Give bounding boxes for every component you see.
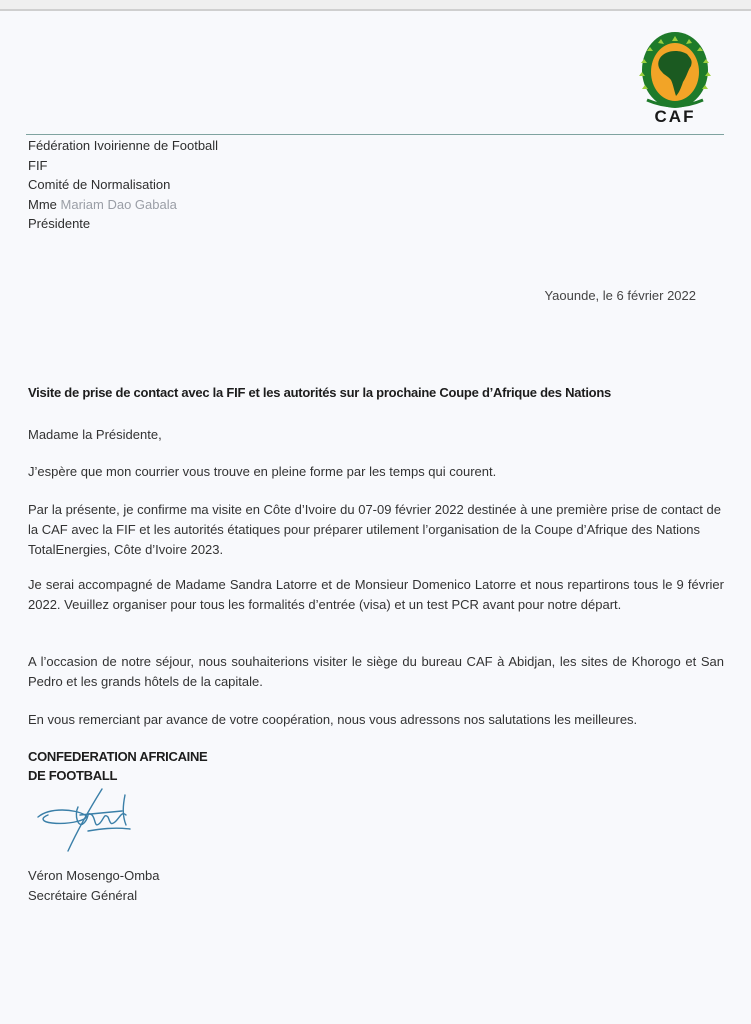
- paragraph-1: J’espère que mon courrier vous trouve en pleine forme par les temps qui courent.: [28, 464, 497, 479]
- sender-org-line-1: CONFEDERATION AFRICAINE: [28, 749, 208, 764]
- caf-logo-text: CAF: [654, 107, 696, 126]
- signer-name: Véron Mosengo-Omba: [28, 868, 160, 883]
- letter-subject: Visite de prise de contact avec la FIF et les autorités sur la prochaine Coupe d’Afrique des Nations: [28, 385, 612, 400]
- sender-organization: [28, 747, 207, 785]
- recipient-title-prefix: Mme: [28, 196, 57, 212]
- caf-emblem-icon: [627, 30, 723, 126]
- handwritten-signature: [30, 785, 140, 860]
- sender-org-line-2: DE FOOTBALL: [28, 768, 118, 783]
- recipient-committee: Comité de Normalisation: [28, 177, 171, 192]
- paragraph-2: Par la présente, je confirme ma visite en Côte d’Ivoire du 07-09 février 2022 destinée à une première prise de contact de la CAF avec la FIF et les autorités étatiques pour préparer utilement l’organisation de la Coupe d’Afrique des Nations TotalEnergies, Côte d’Ivoire 2023.: [28, 502, 721, 557]
- signer-block: [28, 866, 160, 906]
- salutation: Madame la Présidente,: [28, 427, 162, 442]
- recipient-name-line: [28, 195, 218, 215]
- recipient-block: [28, 136, 218, 234]
- signer-title: Secrétaire Général: [28, 888, 138, 903]
- header-divider: [26, 134, 724, 135]
- recipient-role: Présidente: [28, 216, 91, 231]
- paragraph-3: Je serai accompagné de Madame Sandra Latorre et de Monsieur Domenico Latorre et nous repartirons tous le 9 février 2022. Veuillez organiser pour tous les formalités d’entrée (visa) et un test PCR avant pour notre départ.: [28, 577, 724, 612]
- caf-logo: [627, 30, 723, 126]
- letter-date: Yaounde, le 6 février 2022: [544, 288, 696, 303]
- closing-paragraph: En vous remerciant par avance de votre coopération, nous vous adressons nos salutations les meilleures.: [28, 712, 638, 727]
- recipient-federation: Fédération Ivoirienne de Football: [28, 138, 219, 153]
- recipient-acronym: FIF: [28, 157, 48, 173]
- recipient-name: Mariam Dao Gabala: [60, 196, 177, 212]
- top-bar: [0, 0, 751, 11]
- paragraph-4: A l’occasion de notre séjour, nous souhaiterions visiter le siège du bureau CAF à Abidjan, les sites de Khorogo et San Pedro et les grands hôtels de la capitale.: [28, 654, 724, 689]
